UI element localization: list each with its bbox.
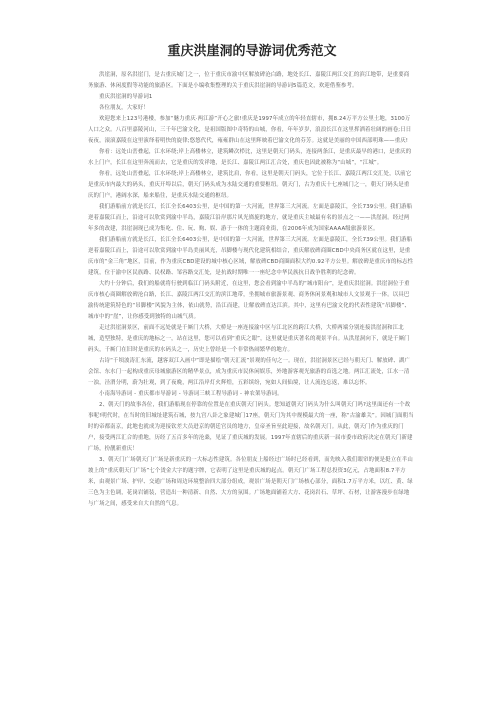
paragraph: 我们游船前方就是长江，长江全长6403公里，是中国的第一大河流，世界第三大河流。左面是嘉陵江，全长739公里。我们游船逆着嘉陵江而上，沿途可以欣赏到渝中半岛美丽风光，吊脚楼与现代化建筑相结合，重庆解放碑商圈CBD中央商务区就在这里，是重庆市的“金三角”地区，目前，作为重庆CBD建设的城中核心区域，解放碑CBD商圈面积大约0.92平方公里。解放碑是重庆市的标志性建筑，位于渝中区民族路、民权路、邹容路交汇处，是抗战时期唯一一座纪念中华民族抗日战争胜利的纪念碑。 xyxy=(88,237,414,276)
paragraph: 2、朝天门的故事各位，我们游船现在停靠的位置是在重庆朝天门码头。您知道朝天门码头为什么叫朝天门吗?这里面还有一个故事呢!明代时，在当时的旧城址建筑石城，按九宫八卦之象建城门17座，朝天门为其中规模最大的一座，称“古渝雄关”。因城门面朝当时的帝都南京，此地也就成为迎接钦差大员进京的朝廷官员的地方，皇帝圣旨至此迎接，故名朝天门。从此，朝天门作为重庆的门户，接受两江汇合的重地，历经了五百多年的沧桑，见证了重庆城的发展。1997年直辖后的重庆新一届市委市政府决定在朝天门新建广场，扮靓新重庆！ xyxy=(88,402,414,452)
paragraph: 走过洪崖洞景区，前面不远处就是千厮门大桥，大桥是一座连接渝中区与江北区的跨江大桥，大桥两端分别连接洪崖洞和江北城，造型独特，是重庆的地标之一，站在这里，您可以看到“重庆之眼”，这里就是重庆著名的观景平台。从洪崖洞向下，就是千厮门码头，千厮门在旧时是重庆的水码头之一，历史上曾经是一个非常热闹繁华的地方。 xyxy=(88,325,410,353)
document-body xyxy=(88,70,414,510)
paragraph: 3、朝天门广场朝天门广场是新重庆的一大标志性建筑。各位朋友上船经过广场时已经看到，而先映入我们眼帘的便是挺立在半山坡上的“重庆朝天门广场”七个烫金大字的题字牌，它表明了这里是重庆城的起点。朝天门广场工程总投资3亿元，占地面积8.7平方米，由观景广场、护岸、交通广场和周边环境整治四大部分组成，观景广场是朝天门广场核心部分，面积1.7万平方米，以红、黄、绿三色为主色调，花岗岩铺装，营造出一种清新、自然、大方的氛围。广场地面铺着大方、花岗岩石、草坪、石材，让游客漫步在绿地与广场之间，感受来自大自然的气息。 xyxy=(88,457,413,507)
paragraph: 小南海导游词 - 重庆都市导游词 - 导游词三峡工程导游词 - 神农架导游词。 xyxy=(99,391,283,397)
paragraph: 你看，远处山峦叠起，江水环绕;岸上高楼林立，建筑比肩，你看，这里是朝天门码头，它位于长江、嘉陵江两江交汇处，以前它是重庆市内最大的码头，重庆开埠以后，朝天门码头成为水陆交通的重要枢纽。朝天门，古为重庆十七座城门之一，朝天门码头是重庆的门户，港阔水深，船来船往，是重庆水陆交通的枢纽。 xyxy=(88,171,412,199)
paragraph: 欢迎您来上123号港楼，参加“魅力重庆·两江游”开心之旅!重庆是1997年成立的年轻直辖市，拥8.24万平方公里土地，3100万人口之众。八百里嘉陵河山，三千年巴渝文化，是祖国版图中奇特的山城，你看，年年岁岁，浪浪长江在这里挥洒着壮阔的画卷;日日夜夜，滚滚嘉陵在这里演绎着明快的旋律;悠悠代代，雍雍群山在这里辉映着巴渝文化的芬芳。这就是美丽的中国西部明珠——重庆! xyxy=(88,116,412,144)
paragraph: 各位朋友，大家好！ xyxy=(99,105,149,111)
paragraph: 古诗“千顷波涛汇东流，越客双江入画中”即是描绘“朝天汇流”景观的佳句之一。现在，洪崖洞景区已经与朝天门、解放碑、湖广会馆、东水门一起构成重庆母城旅游区的精华景点，成为重庆市民休闲娱乐，外地游客观光旅游的首选之地。两江汇流处，江水一清一浊，泾渭分明，蔚为壮观，到了夜晚，两江沿岸灯火辉煌，五彩缤纷，宛如人间仙境，让人流连忘返，难以忘怀。 xyxy=(88,358,410,386)
paragraph: 大约十分钟后，我们的船就将行驶到临江门码头附近，在这里，您会看到渝中半岛的“城市阳台”，是重庆洪崖洞。洪崖洞位于重庆市核心商圈解放碑沧白路，长江、嘉陵江两江交汇的滨江地带，坐拥城市旅游景观、商务休闲景观和城市人文景观于一体。以具巴渝传统建筑特色的“吊脚楼”风貌为主体，依山就势，沿江而建，让解放碑直达江滨。其中，这里有巴渝文化的代表性建筑“吊脚楼”、城市中的“崖”，让你感受到独特的山城气质。 xyxy=(88,281,411,320)
paragraph: 我们游船前方就是长江，长江全长6403公里，是中国的第一大河流，世界第三大河流。左面是嘉陵江，全长739公里。我们游船逆着嘉陵江而上，沿途可以欣赏到渝中半岛，嘉陵江沿岸那片风光旖旎的地方，就是重庆主城最有名的景点之一——洪崖洞。经过两年多的改建，洪崖洞现已成为集吃、住、玩、购、娱、游于一体的主题商业街，在2006年成为国家AAAA级旅游景区。 xyxy=(88,204,413,232)
paragraph: 洪崖洞，原名洪崖门，是古重庆城门之一，位于重庆市渝中区解放碑沧白路，地处长江、嘉陵江两江交汇的滨江地带，是重要商务旅游、休闲度假等功能的旅游区。下面是小编收集整理的关于重庆洪崖洞的导游词5篇范文，欢迎借鉴参考。 xyxy=(88,72,410,89)
section-heading: 重庆洪崖洞的导游词1 xyxy=(99,94,153,100)
paragraph: 你看：远处山峦叠起，江水环绕;岸上高楼林立，建筑鳞次栉比，这里是朝天门码头，连接两条江，是重庆最早的港口，是重庆的水上门户，长江在这里奔流而去，它是重庆的发祥地，是长江、嘉陵江两江汇合处，重庆也因此被称为“山城”，“江城”。 xyxy=(88,149,412,166)
document-title: 重庆洪崖洞的导游词优秀范文 xyxy=(167,44,337,59)
